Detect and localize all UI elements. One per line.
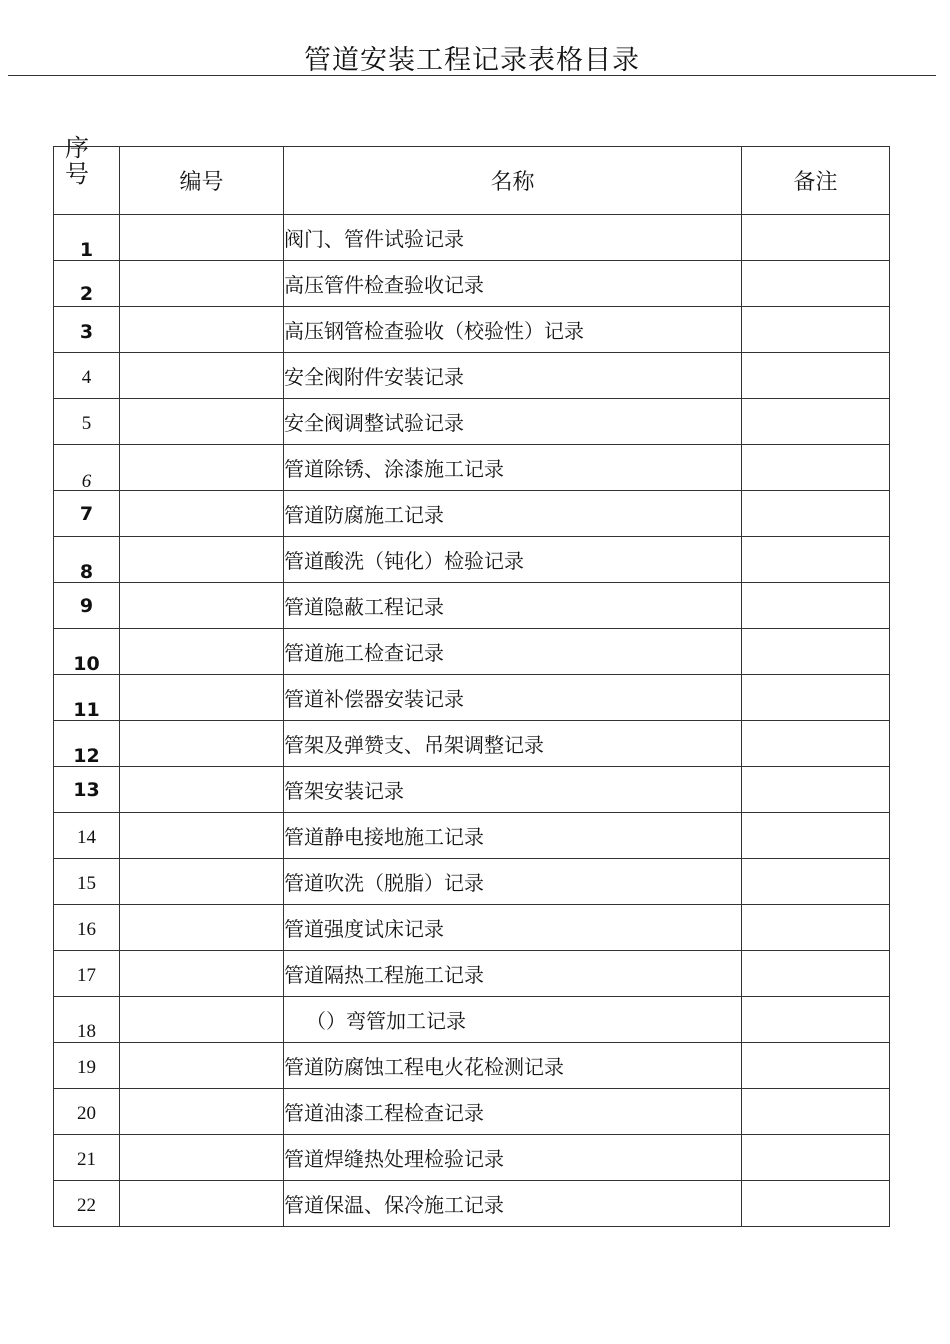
table-row <box>54 721 890 767</box>
row-code <box>120 491 284 537</box>
row-note <box>742 951 890 997</box>
title-underline <box>8 75 936 76</box>
row-name: 安全阀附件安装记录 <box>284 353 742 399</box>
row-code <box>120 1089 284 1135</box>
row-seq-cell <box>54 491 120 537</box>
row-seq-cell <box>54 951 120 997</box>
table-row <box>54 491 890 537</box>
table-row <box>54 537 890 583</box>
row-seq: 15 <box>77 873 96 894</box>
row-note <box>742 399 890 445</box>
row-seq: 2 <box>79 283 94 305</box>
row-code <box>120 307 284 353</box>
row-seq: 22 <box>77 1195 96 1216</box>
table-row <box>54 261 890 307</box>
row-seq: 21 <box>77 1149 96 1170</box>
table-row <box>54 1135 890 1181</box>
row-name: （）弯管加工记录 <box>284 997 742 1043</box>
row-code <box>120 629 284 675</box>
row-name: 管道除锈、涂漆施工记录 <box>284 445 742 491</box>
row-seq: 5 <box>81 413 92 434</box>
row-seq-cell <box>54 1135 120 1181</box>
row-code <box>120 813 284 859</box>
row-seq-cell <box>54 859 120 905</box>
header-code: 编号 <box>120 147 284 215</box>
row-name: 高压钢管检查验收（校验性）记录 <box>284 307 742 353</box>
table-row <box>54 399 890 445</box>
row-name: 高压管件检查验收记录 <box>284 261 742 307</box>
table-row <box>54 583 890 629</box>
row-note <box>742 261 890 307</box>
row-seq: 17 <box>77 965 96 986</box>
row-seq-cell <box>54 353 120 399</box>
header-seq <box>54 134 120 215</box>
row-note <box>742 583 890 629</box>
row-seq-cell <box>54 215 120 261</box>
row-seq-cell <box>54 905 120 951</box>
row-code <box>120 675 284 721</box>
row-name: 管道防腐蚀工程电火花检测记录 <box>284 1043 742 1089</box>
row-seq-cell <box>54 399 120 445</box>
row-note <box>742 859 890 905</box>
table-row <box>54 767 890 813</box>
row-seq: 3 <box>79 321 94 343</box>
table-row <box>54 951 890 997</box>
table-body <box>54 215 890 1227</box>
row-name: 安全阀调整试验记录 <box>284 399 742 445</box>
row-seq-cell <box>54 445 120 491</box>
row-name: 管道酸洗（钝化）检验记录 <box>284 537 742 583</box>
row-name: 管道补偿器安装记录 <box>284 675 742 721</box>
table-header-row <box>54 147 890 215</box>
row-code <box>120 537 284 583</box>
row-name: 管道静电接地施工记录 <box>284 813 742 859</box>
row-seq-cell <box>54 721 120 767</box>
row-seq: 16 <box>77 919 96 940</box>
row-name: 管架及弹赞支、吊架调整记录 <box>284 721 742 767</box>
row-seq-cell <box>54 1181 120 1227</box>
table-row <box>54 215 890 261</box>
row-code <box>120 1181 284 1227</box>
row-seq-cell <box>54 583 120 629</box>
row-seq: 4 <box>81 367 92 388</box>
row-note <box>742 1089 890 1135</box>
row-code <box>120 951 284 997</box>
row-seq-cell <box>54 1043 120 1089</box>
table-row <box>54 1181 890 1227</box>
row-seq: 6 <box>81 471 92 492</box>
row-note <box>742 491 890 537</box>
row-seq-cell <box>54 997 120 1043</box>
row-code <box>120 1043 284 1089</box>
row-note <box>742 675 890 721</box>
row-name: 管道强度试床记录 <box>284 905 742 951</box>
row-seq-cell <box>54 675 120 721</box>
row-seq: 13 <box>73 779 100 801</box>
page-title: 管道安装工程记录表格目录 <box>304 45 640 76</box>
row-note <box>742 1043 890 1089</box>
row-code <box>120 997 284 1043</box>
row-note <box>742 629 890 675</box>
row-seq: 20 <box>77 1103 96 1124</box>
row-seq-cell <box>54 629 120 675</box>
header-note: 备注 <box>742 147 890 215</box>
table-row <box>54 445 890 491</box>
row-name: 阀门、管件试验记录 <box>284 215 742 261</box>
row-note <box>742 537 890 583</box>
row-seq-cell <box>54 1089 120 1135</box>
row-name: 管道焊缝热处理检验记录 <box>284 1135 742 1181</box>
row-code <box>120 215 284 261</box>
table-row <box>54 859 890 905</box>
header-seq-label: 序号 <box>65 134 89 188</box>
row-seq: 1 <box>79 239 94 261</box>
table-row <box>54 905 890 951</box>
row-seq: 11 <box>73 699 100 721</box>
table-row <box>54 813 890 859</box>
row-code <box>120 721 284 767</box>
row-code <box>120 859 284 905</box>
row-name: 管架安装记录 <box>284 767 742 813</box>
row-note <box>742 1135 890 1181</box>
row-seq: 8 <box>79 561 94 583</box>
row-note <box>742 905 890 951</box>
row-seq: 19 <box>77 1057 96 1078</box>
table-row <box>54 353 890 399</box>
row-code <box>120 767 284 813</box>
row-name: 管道防腐施工记录 <box>284 491 742 537</box>
row-seq: 7 <box>79 503 94 525</box>
row-note <box>742 353 890 399</box>
row-seq: 9 <box>79 595 94 617</box>
row-note <box>742 445 890 491</box>
row-seq: 12 <box>73 745 100 767</box>
row-seq-cell <box>54 537 120 583</box>
row-note <box>742 997 890 1043</box>
row-seq: 18 <box>77 1021 96 1042</box>
row-code <box>120 353 284 399</box>
row-code <box>120 583 284 629</box>
table-row <box>54 307 890 353</box>
row-seq-cell <box>54 261 120 307</box>
table-row <box>54 1043 890 1089</box>
row-note <box>742 1181 890 1227</box>
row-seq: 14 <box>77 827 96 848</box>
row-code <box>120 1135 284 1181</box>
row-code <box>120 905 284 951</box>
row-seq: 10 <box>73 653 100 675</box>
header-name: 名称 <box>284 147 742 215</box>
row-code <box>120 261 284 307</box>
row-code <box>120 399 284 445</box>
row-note <box>742 215 890 261</box>
table-row <box>54 675 890 721</box>
row-seq-cell <box>54 307 120 353</box>
row-name: 管道油漆工程检查记录 <box>284 1089 742 1135</box>
row-note <box>742 813 890 859</box>
row-name: 管道保温、保冷施工记录 <box>284 1181 742 1227</box>
row-name: 管道吹洗（脱脂）记录 <box>284 859 742 905</box>
row-seq-cell <box>54 813 120 859</box>
row-name: 管道隔热工程施工记录 <box>284 951 742 997</box>
row-note <box>742 307 890 353</box>
row-note <box>742 721 890 767</box>
row-note <box>742 767 890 813</box>
row-seq-cell <box>54 767 120 813</box>
table-row <box>54 629 890 675</box>
record-table <box>53 134 890 1227</box>
row-name: 管道施工检查记录 <box>284 629 742 675</box>
table-row <box>54 997 890 1043</box>
table-row <box>54 1089 890 1135</box>
row-code <box>120 445 284 491</box>
row-name: 管道隐蔽工程记录 <box>284 583 742 629</box>
